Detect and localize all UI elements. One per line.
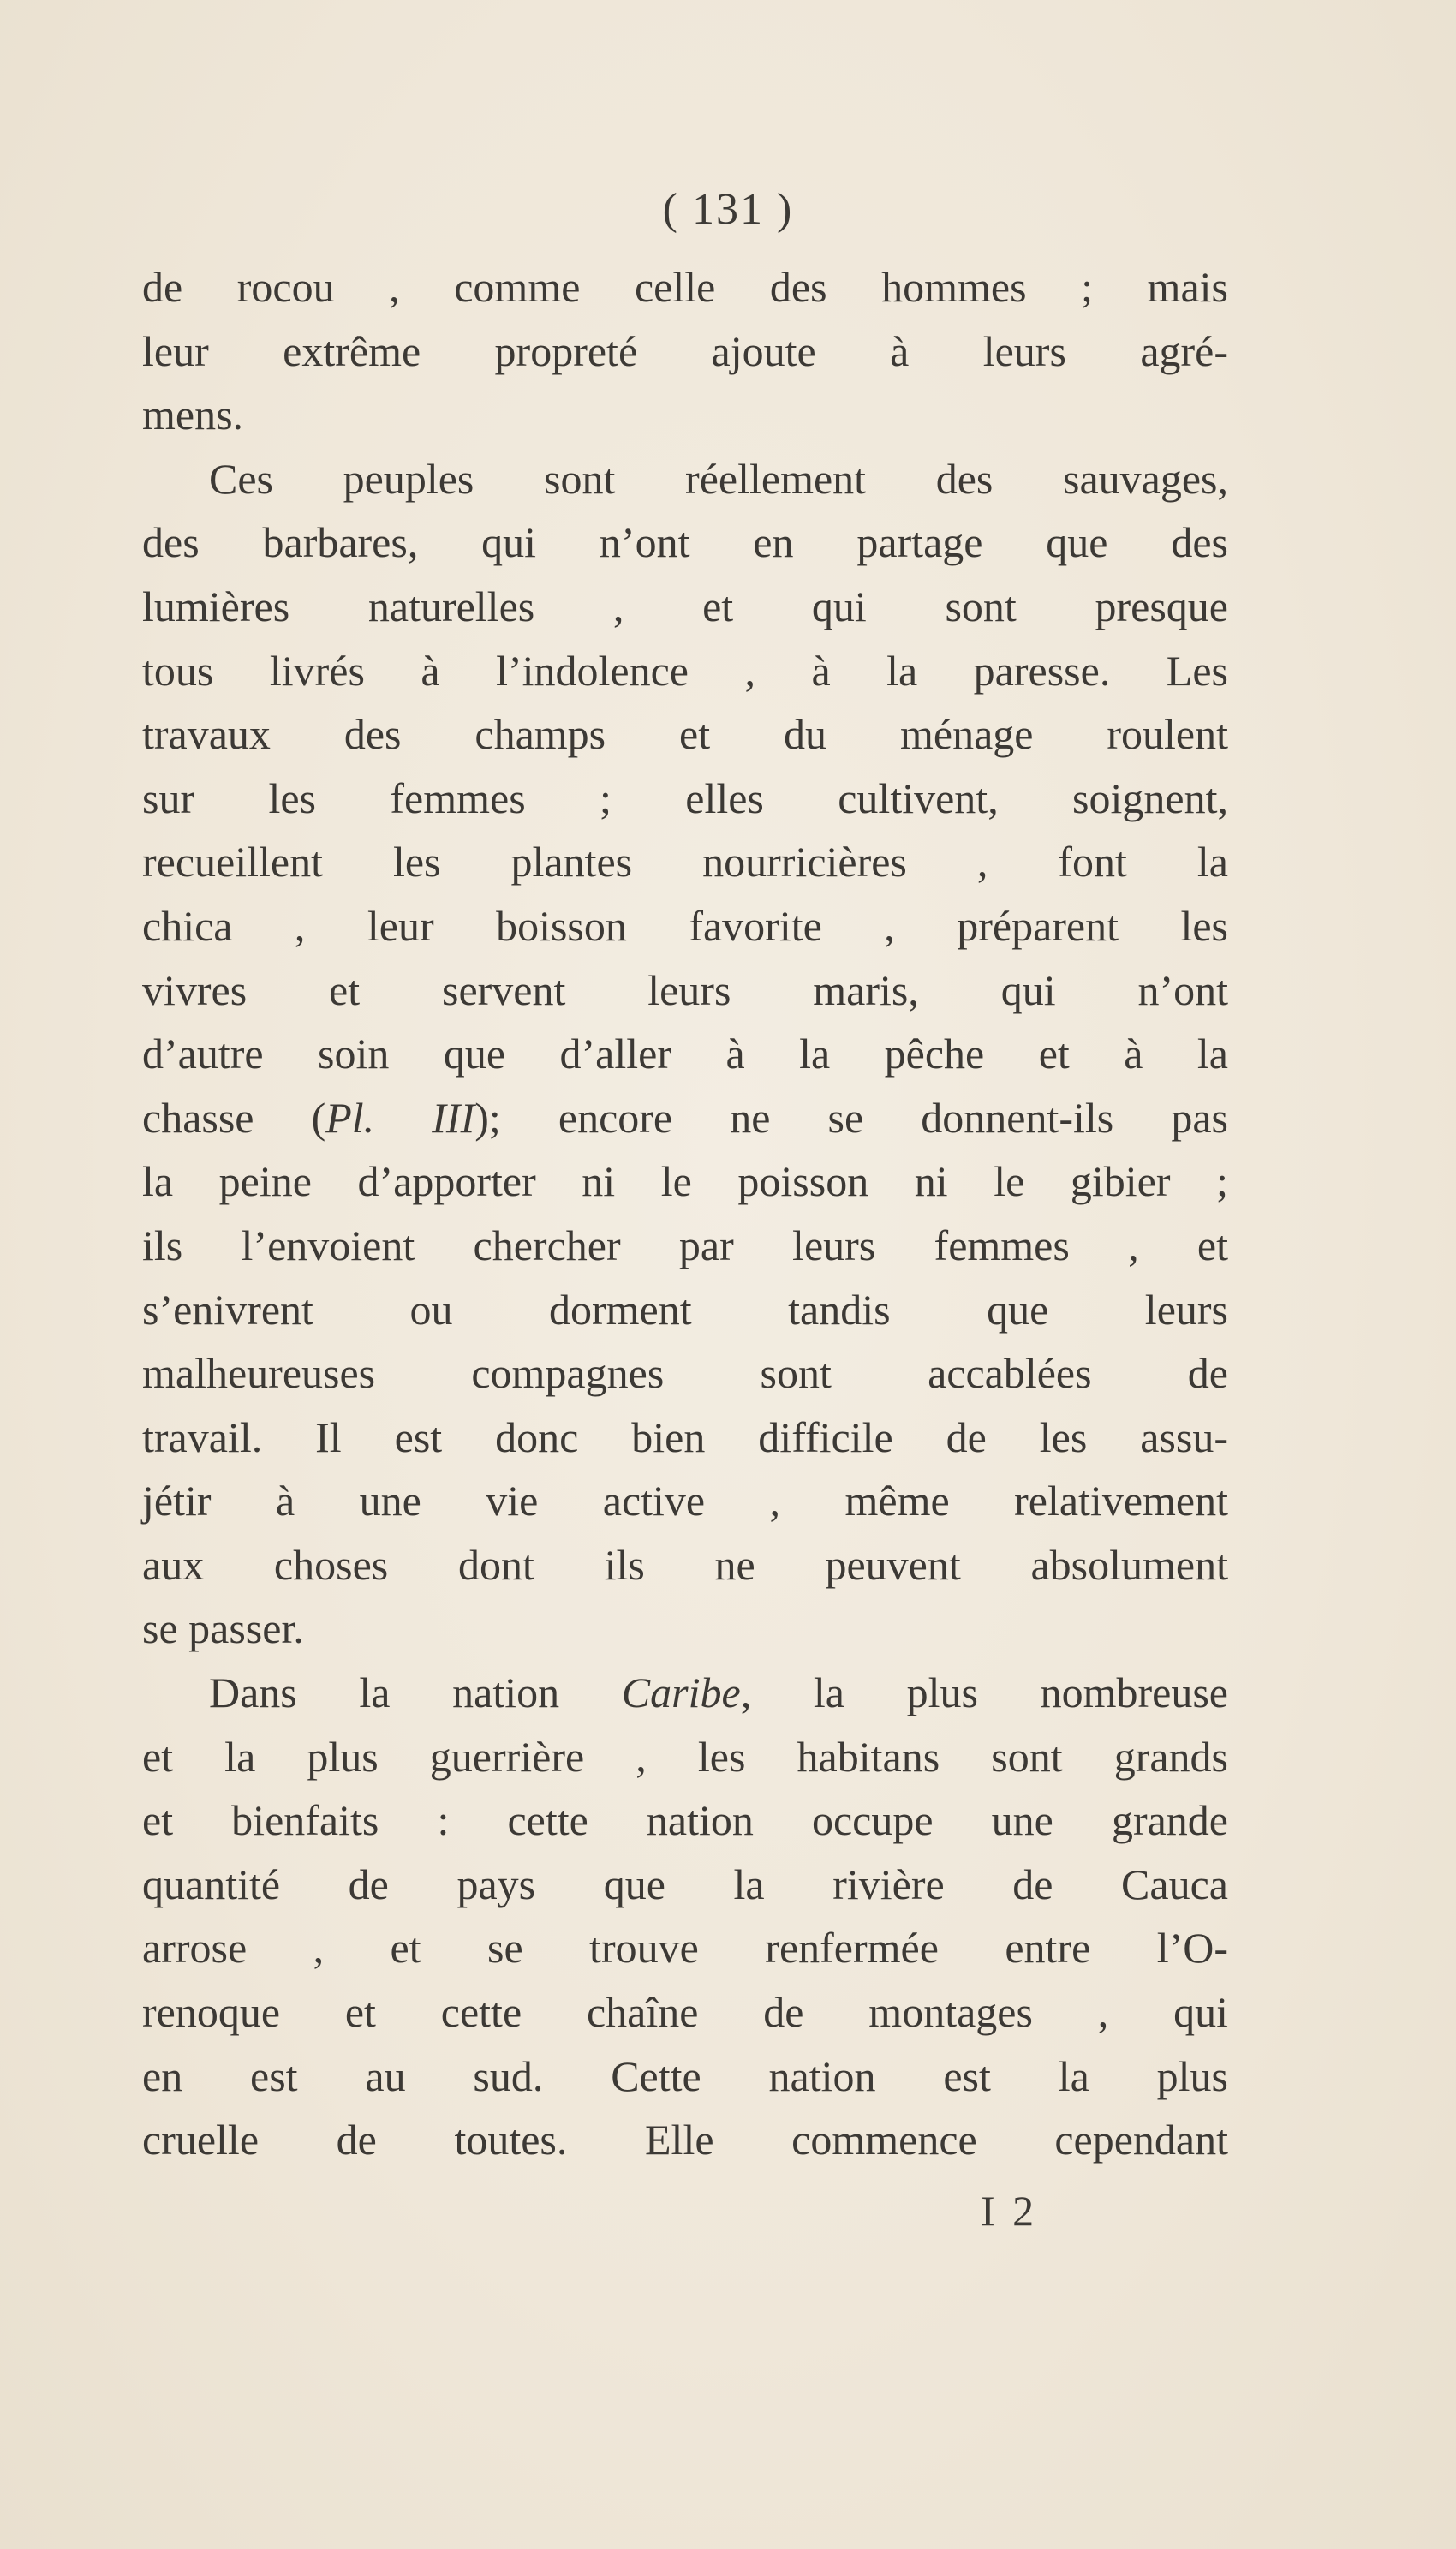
text-segment: chasse ( [142, 1093, 326, 1142]
plate-reference: Pl. III [325, 1093, 475, 1142]
text-line: d’autre soin que d’aller à la pêche et à la [142, 1030, 1228, 1078]
text-line-with-plate-reference [142, 1086, 1228, 1150]
text-line: tous livrés à l’indolence , à la paresse. Les [142, 646, 1228, 695]
text-line: renoque et cette chaîne de montages , qui [142, 1988, 1228, 2037]
text-line: ils l’envoient chercher par leurs femmes , et [142, 1221, 1228, 1269]
text-line: travail. Il est donc bien difficile de les assu- [142, 1412, 1228, 1461]
paragraph-start-line: Ces peuples sont réellement des sauvages, [209, 454, 1228, 503]
page-number: ( 131 ) [662, 185, 794, 234]
body-text [142, 255, 1228, 2172]
nation-name: Caribe [621, 1668, 741, 1717]
text-line: leur extrême propreté ajoute à leurs agré- [142, 326, 1228, 375]
text-line: aux choses dont ils ne peuvent absolument [142, 1540, 1228, 1589]
text-line: jétir à une vie active , même relativement [142, 1477, 1228, 1525]
text-line: chica , leur boisson favorite , préparent les [142, 901, 1228, 950]
text-line: quantité de pays que la rivière de Cauca [142, 1860, 1228, 1908]
text-line: et bienfaits : cette nation occupe une grande [142, 1796, 1228, 1845]
text-line: des barbares, qui n’ont en partage que des [142, 518, 1228, 567]
text-line: lumières naturelles , et qui sont presque [142, 582, 1228, 630]
text-line: s’enivrent ou dorment tandis que leurs [142, 1285, 1228, 1334]
text-line: se passer. [142, 1604, 304, 1653]
text-segment: Dans la nation [209, 1668, 622, 1717]
text-line: recueillent les plantes nourricières , font la [142, 838, 1228, 886]
text-line: en est au sud. Cette nation est la plus [142, 2051, 1228, 2100]
text-line: sur les femmes ; elles cultivent, soignent, [142, 773, 1228, 822]
text-line: la peine d’apporter ni le poisson ni le gibier ; [142, 1157, 1228, 1206]
text-line: arrose , et se trouve renfermée entre l’O- [142, 1924, 1228, 1973]
text-line: malheureuses compagnes sont accablées de [142, 1349, 1228, 1398]
signature-mark: I 2 [981, 2187, 1038, 2235]
text-line: vivres et servent leurs maris, qui n’ont [142, 965, 1228, 1014]
text-line: de rocou , comme celle des hommes ; mais [142, 263, 1228, 311]
text-line: travaux des champs et du ménage roulent [142, 710, 1228, 759]
text-line: et la plus guerrière , les habitans sont grands [142, 1732, 1228, 1781]
text-segment: , la plus nombreuse [740, 1668, 1228, 1717]
paragraph-start-line [142, 1661, 1228, 1725]
text-line: cruelle de toutes. Elle commence cependant [142, 2116, 1228, 2164]
text-line: mens. [142, 391, 244, 439]
text-segment: ); encore ne se donnent-ils pas [474, 1093, 1228, 1142]
